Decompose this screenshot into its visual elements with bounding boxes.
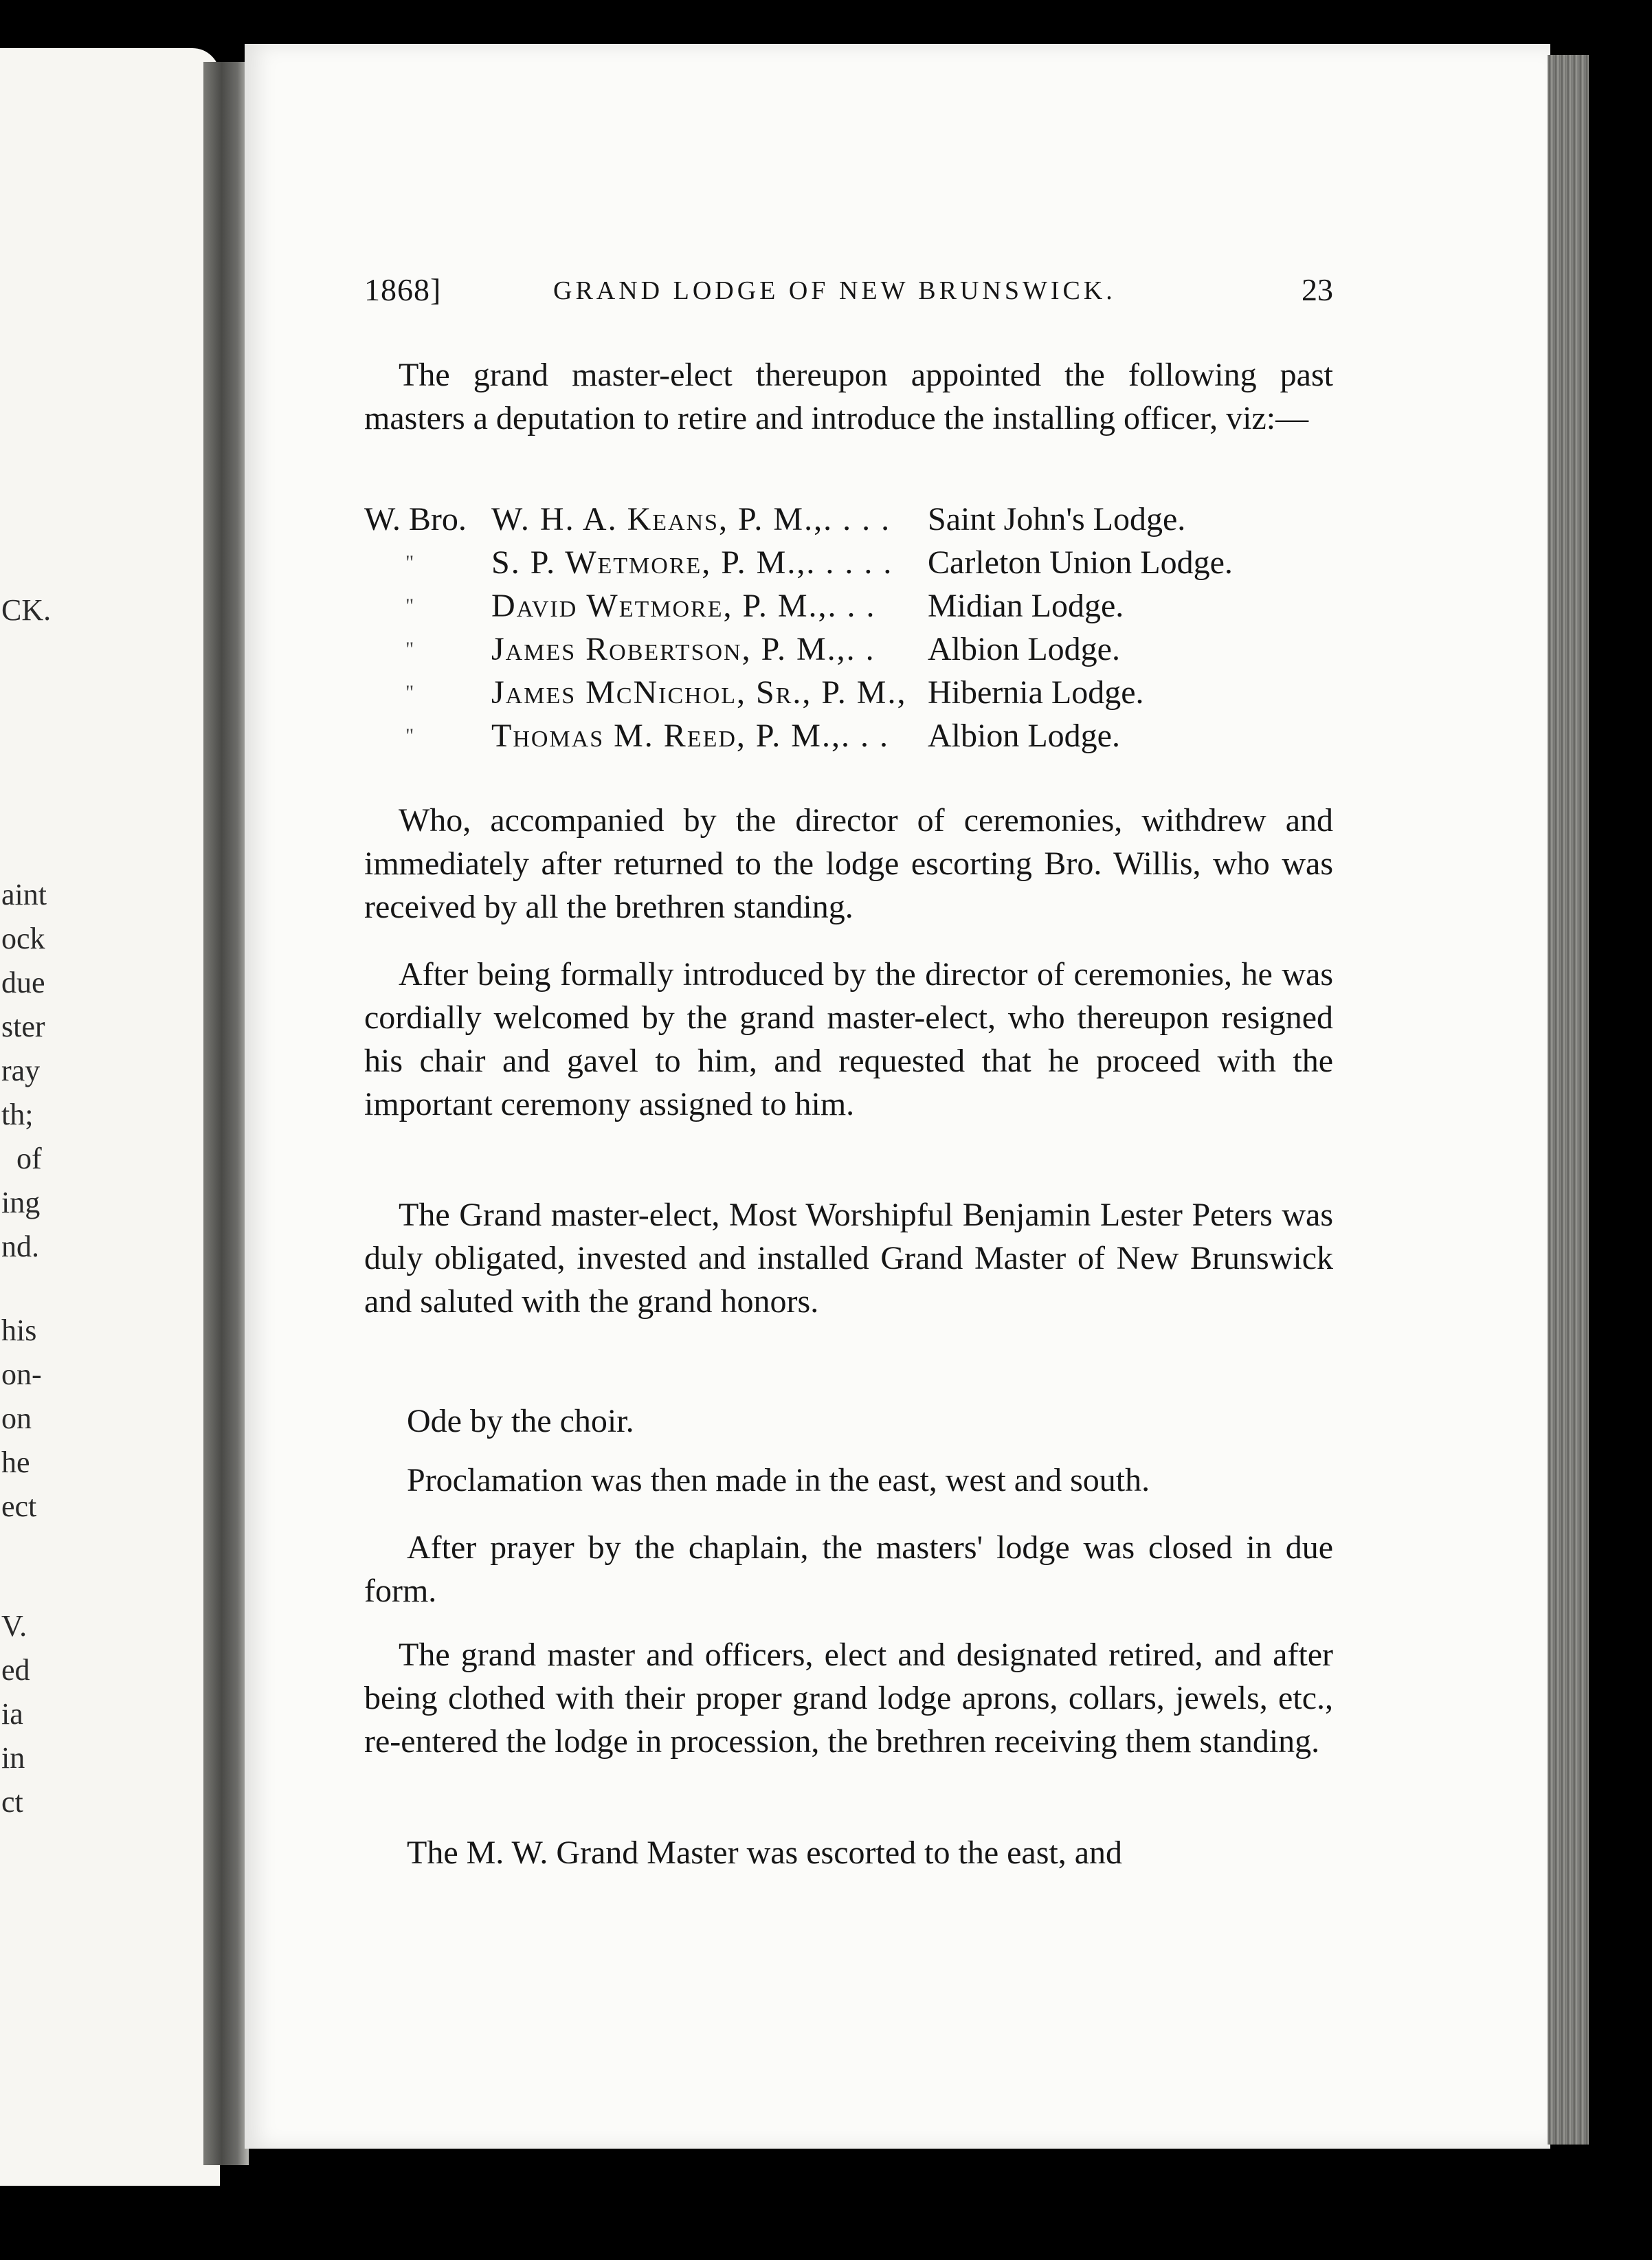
left-fragment: his xyxy=(1,1314,37,1347)
deputation-row xyxy=(364,498,1340,541)
left-fragment: nd. xyxy=(1,1230,39,1263)
left-fragment: of xyxy=(16,1142,42,1175)
deputation-name: James McNichol, Sr., P. M., xyxy=(491,674,907,711)
deputation-row xyxy=(364,671,1340,714)
left-fragment: ect xyxy=(1,1489,37,1523)
left-fragment: th; xyxy=(1,1098,34,1131)
left-fragment: CK. xyxy=(1,593,52,627)
left-fragment: ct xyxy=(1,1785,23,1819)
paragraph-escorted: The M. W. Grand Master was escorted to the east, and xyxy=(407,1835,1123,1871)
left-fragment: on xyxy=(1,1402,32,1435)
left-fragment: he xyxy=(1,1445,30,1479)
deputation-name: James Robertson, P. M.,. . xyxy=(491,631,875,667)
deputation-lodge: Midian Lodge. xyxy=(928,588,1124,624)
ditto-mark: " xyxy=(405,551,414,574)
ditto-mark: " xyxy=(405,681,414,704)
left-fragment: ray xyxy=(1,1054,41,1087)
left-fragment: V. xyxy=(1,1609,27,1643)
deputation-lodge: Albion Lodge. xyxy=(928,631,1120,667)
left-fragment: ing xyxy=(1,1186,41,1219)
paragraph-procession: The grand master and officers, elect and designated retired, and after being clothed with their proper grand lodge aprons, collars, jewels, etc., re-entered the lodge in procession, the brethren receiving them standing. xyxy=(364,1637,1333,1760)
header-year: 1868] xyxy=(364,272,442,307)
deputation-row xyxy=(364,628,1340,671)
ditto-mark: " xyxy=(405,638,414,661)
ditto-mark: " xyxy=(405,595,414,617)
deputation-row xyxy=(364,714,1340,757)
page-number: 23 xyxy=(1302,272,1333,307)
deputation-row xyxy=(364,541,1340,584)
deputation-name: Thomas M. Reed, P. M.,. . . xyxy=(491,718,889,754)
left-fragment: due xyxy=(1,966,45,999)
left-fragment: ster xyxy=(1,1010,45,1043)
deputation-prefix: W. Bro. xyxy=(364,501,467,538)
left-fragment: on- xyxy=(1,1358,42,1391)
ditto-mark: " xyxy=(405,724,414,747)
paragraph-introduced: After being formally introduced by the director of ceremonies, he was cordially welcomed by the grand master-elect, who thereupon resigned his chair and gavel to him, and requested that he proceed with the important ceremony assigned to him. xyxy=(364,956,1333,1122)
left-fragment: aint xyxy=(1,878,47,911)
deputation-name: S. P. Wetmore, P. M.,. . . . . xyxy=(491,544,893,581)
paragraph-proclamation: Proclamation was then made in the east, west and south. xyxy=(407,1462,1150,1498)
book-gutter xyxy=(203,62,249,2165)
paragraph-ode: Ode by the choir. xyxy=(407,1403,634,1439)
deputation-row xyxy=(364,584,1340,628)
deputation-name: David Wetmore, P. M.,. . . xyxy=(491,588,876,624)
left-fragment: ock xyxy=(1,922,45,955)
left-fragment: ed xyxy=(1,1653,30,1687)
paragraph-appointment: The grand master-elect thereupon appointed the following past masters a deputation to retire and introduce the installing officer, viz:— xyxy=(364,357,1333,436)
deputation-lodge: Hibernia Lodge. xyxy=(928,674,1144,711)
paragraph-withdrew: Who, accompanied by the director of ceremonies, withdrew and immediately after returned to the lodge escorting Bro. Willis, who was received by all the brethren standing. xyxy=(364,802,1333,925)
left-fragment: in xyxy=(1,1741,25,1775)
running-header xyxy=(364,272,1333,320)
deputation-lodge: Carleton Union Lodge. xyxy=(928,544,1233,581)
deputation-list xyxy=(364,498,1340,757)
deputation-lodge: Albion Lodge. xyxy=(928,718,1120,754)
paragraph-prayer: After prayer by the chaplain, the masters' lodge was closed in due form. xyxy=(364,1529,1333,1609)
header-title: GRAND LODGE OF NEW BRUNSWICK. xyxy=(553,276,1116,305)
deputation-lodge: Saint John's Lodge. xyxy=(928,501,1186,538)
page-edges xyxy=(1548,55,1589,2145)
paragraph-installed: The Grand master-elect, Most Worshipful Benjamin Lester Peters was duly obligated, invested and installed Grand Master of New Brunswick and saluted with the grand honors. xyxy=(364,1197,1333,1320)
left-fragment: ia xyxy=(1,1697,23,1731)
deputation-name: W. H. A. Keans, P. M.,. . . . xyxy=(491,501,891,538)
